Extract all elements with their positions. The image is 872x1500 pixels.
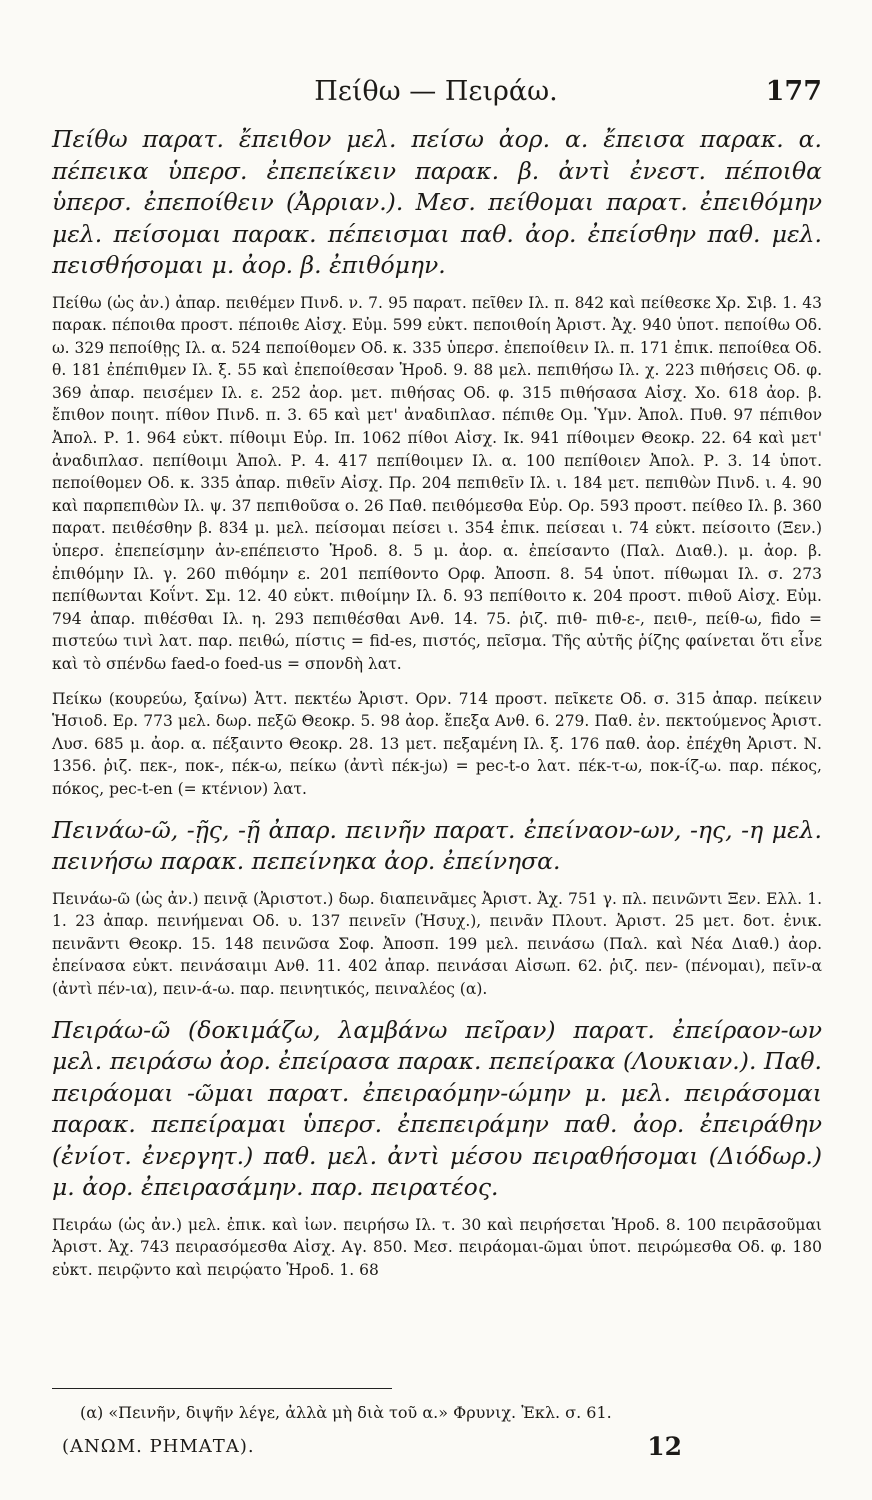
entry-headword-peinao: Πεινάω-ῶ, -ῇς, -ῇ ἀπαρ. πεινῆν παρατ. ἐπείναον-ων, -ης, -η μελ. πεινήσω παρακ. πεπείνηκα ἀορ. ἐπείνησα. [52, 815, 822, 876]
footnote: (α) «Πεινῆν, διψῆν λέγε, ἀλλὰ μὴ διὰ τοῦ α.» Φρυνιχ. Ἐκλ. σ. 61. [80, 1403, 612, 1422]
entry-detail-peitho: Πείθω (ὡς ἀν.) ἀπαρ. πειθέμεν Πινδ. ν. 7. 95 παρατ. πεῖθεν Ιλ. π. 842 καὶ πείθεσκε Χρ. Σιβ. 1. 43 παρακ. πέποιθα προστ. πέποιθε Αἰσχ. Εὐμ. 599 εὐκτ. πεποιθοίη Ἀριστ. Ἀχ. 940 ὑποτ. πεποίθω Οδ. ω. 329 πεποίθῃς Ιλ. α. 524 πεποίθομεν Οδ. κ. 335 ὑπερσ. ἐπεποίθειν Ιλ. π. 171 ἐπικ. πεποίθεα Οδ. θ. 181 ἐπέπιθμεν Ιλ. ξ. 55 καὶ ἐπεποίθεσαν Ἡροδ. 9. 88 μελ. πεπιθήσω Ιλ. χ. 223 πιθήσεις Οδ. φ. 369 ἀπαρ. πεισέμεν Ιλ. ε. 252 ἀορ. μετ. πιθήσας Οδ. φ. 315 πιθήσασα Αἰσχ. Χο. 618 ἀορ. β. ἔπιθον ποιητ. πίθον Πινδ. π. 3. 65 καὶ μετ' ἀναδιπλασ. πέπιθε Ομ. Ὑμν. Ἀπολ. Πυθ. 97 πέπιθον Ἀπολ. Ρ. 1. 964 εὐκτ. πίθοιμι Εὐρ. Ιπ. 1062 πίθοι Αἰσχ. Ικ. 941 πίθοιμεν Θεοκρ. 22. 64 καὶ μετ' ἀναδιπλασ. πεπίθοιμι Ἀπολ. Ρ. 4. 417 πεπίθοιμεν Ιλ. α. 100 πεπίθοιεν Ἀπολ. Ρ. 3. 14 ὑποτ. πεποίθομεν Οδ. κ. 335 ἀπαρ. πιθεῖν Αἰσχ. Πρ. 204 πεπιθεῖν Ιλ. ι. 184 μετ. πεπιθὼν Πινδ. ι. 4. 90 καὶ παρπεπιθὼν Ιλ. ψ. 37 πεπιθοῦσα ο. 26 Παθ. πειθόμεσθα Εὐρ. Ορ. 593 προστ. πείθεο Ιλ. β. 360 παρατ. πειθέσθην β. 834 μ. μελ. πείσομαι πείσει ι. 354 ἐπικ. πείσεαι ι. 74 εὐκτ. πείσοιτο (Ξεν.) ὑπερσ. ἐπεπείσμην ἀν-επέπειστο Ἡροδ. 8. 5 μ. ἀορ. α. ἐπείσαντο (Παλ. Διαθ.). μ. ἀορ. β. ἐπιθόμην Ιλ. γ. 260 πιθόμην ε. 201 πεπίθοντο Ορφ. Ἀποσπ. 8. 54 ὑποτ. πίθωμαι Ιλ. σ. 273 πεπίθωνται Κοΐντ. Σμ. 12. 40 εὐκτ. πιθοίμην Ιλ. δ. 93 πεπίθοιτο κ. 204 προστ. πιθοῦ Αἰσχ. Εὐμ. 794 ἀπαρ. πιθέσθαι Ιλ. η. 293 πεπιθέσθαι Ανθ. 14. 75. ῥιζ. πιθ- πιθ-ε-, πειθ-, πείθ-ω, fido = πιστεύω τινὶ λατ. παρ. πειθώ, πίστις = fid-es, πιστός, πεῖσμα. Τῆς αὐτῆς ῥίζης φαίνεται ὅτι εἶνε καὶ τὸ σπένδω faed-o foed-us = σπονδὴ λατ. [52, 293, 822, 673]
signature-label: (ΑΝΩΜ. ΡΗΜΑΤΑ). [62, 1436, 255, 1457]
signature-number: 12 [647, 1432, 682, 1461]
running-head [48, 74, 824, 114]
body-text [52, 124, 822, 1281]
entry-headword-peitho: Πείθω παρατ. ἔπειθον μελ. πείσω ἀορ. α. ἔπεισα παρακ. α. πέπεικα ὑπερσ. ἐπεπείκειν παρακ. β. ἀντὶ ἐνεστ. πέποιθα ὑπερσ. ἐπεποίθειν (Ἀρριαν.). Μεσ. πείθομαι παρατ. ἐπειθόμην μελ. πείσομαι παρακ. πέπεισμαι παθ. ἀορ. ἐπείσθην παθ. μελ. πεισθήσομαι μ. ἀορ. β. ἐπιθόμην. [52, 125, 822, 279]
entry-detail-peinao: Πεινάω-ῶ (ὡς ἀν.) πεινᾷ (Ἀριστοτ.) δωρ. διαπεινᾶμες Ἀριστ. Ἀχ. 751 γ. πλ. πεινῶντι Ξεν. Ελλ. 1. 1. 23 ἀπαρ. πεινήμεναι Οδ. υ. 137 πεινεῖν (Ἡσυχ.), πεινᾶν Πλουτ. Ἀριστ. 25 μετ. δοτ. ἑνικ. πεινᾶντι Θεοκρ. 15. 148 πεινῶσα Σοφ. Ἀποσπ. 199 μελ. πεινάσω (Παλ. καὶ Νέα Διαθ.) ἀορ. ἐπείνασα εὐκτ. πεινάσαιμι Ανθ. 11. 402 ἀπαρ. πεινάσαι Αἰσωπ. 62. ῥιζ. πεν- (πένομαι), πεῖν-α (ἀντὶ πέν-ια), πειν-ά-ω. παρ. πεινητικός, πειναλέος (α). [52, 889, 822, 998]
entry-detail-peirao: Πειράω (ὡς ἀν.) μελ. ἐπικ. καὶ ἰων. πειρήσω Ιλ. τ. 30 καὶ πειρήσεται Ἡροδ. 8. 100 πειρᾱσοῦμαι Ἀριστ. Ἀχ. 743 πειρασόμεσθα Αἰσχ. Αγ. 850. Μεσ. πειράομαι-ῶμαι ὑποτ. πειρώμεσθα Οδ. φ. 180 εὐκτ. πειρῷντο καὶ πειρῴατο Ἡροδ. 1. 68 [52, 1215, 822, 1279]
entry-headword-peirao: Πειράω-ῶ (δοκιμάζω, λαμβάνω πεῖραν) παρατ. ἐπείραον-ων μελ. πειράσω ἀορ. ἐπείρασα παρακ. πεπείρακα (Λουκιαν.). Παθ. πειράομαι -ῶμαι παρατ. ἐπειραόμην-ώμην μ. μελ. πειράσομαι παρακ. πεπείραμαι ὑπερσ. ἐπεπειράμην παθ. ἀορ. ἐπειράθην (ἐνίοτ. ἐνεργητ.) παθ. μελ. ἀντὶ μέσου πειραθήσομαι (Διόδωρ.) μ. ἀορ. ἐπειρασάμην. παρ. πειρατέος. [52, 1015, 822, 1202]
footnote-rule [52, 1388, 392, 1389]
entry-detail-peiko: Πείκω (κουρεύω, ξαίνω) Ἀττ. πεκτέω Ἀριστ. Ορν. 714 προστ. πεῖκετε Οδ. σ. 315 ἀπαρ. πείκειν Ἡσιοδ. Ερ. 773 μελ. δωρ. πεξῶ Θεοκρ. 5. 98 ἀορ. ἔπεξα Ανθ. 6. 279. Παθ. ἐν. πεκτούμενος Ἀριστ. Λυσ. 685 μ. ἀορ. α. πέξαιντο Θεοκρ. 28. 13 μετ. πεξαμένη Ιλ. ξ. 176 παθ. ἀορ. ἐπέχθη Ἀριστ. Ν. 1356. ῥιζ. πεκ-, ποκ-, πέκ-ω, πείκω (ἀντὶ πέκ-jω) = pec-t-o λατ. πέκ-τ-ω, ποκ-ίζ-ω. παρ. πέκος, πόκος, pec-t-en (= κτένιον) λατ. [52, 689, 822, 798]
page-number: 177 [765, 76, 822, 107]
page-title: Πείθω — Πειράω. [314, 76, 558, 107]
